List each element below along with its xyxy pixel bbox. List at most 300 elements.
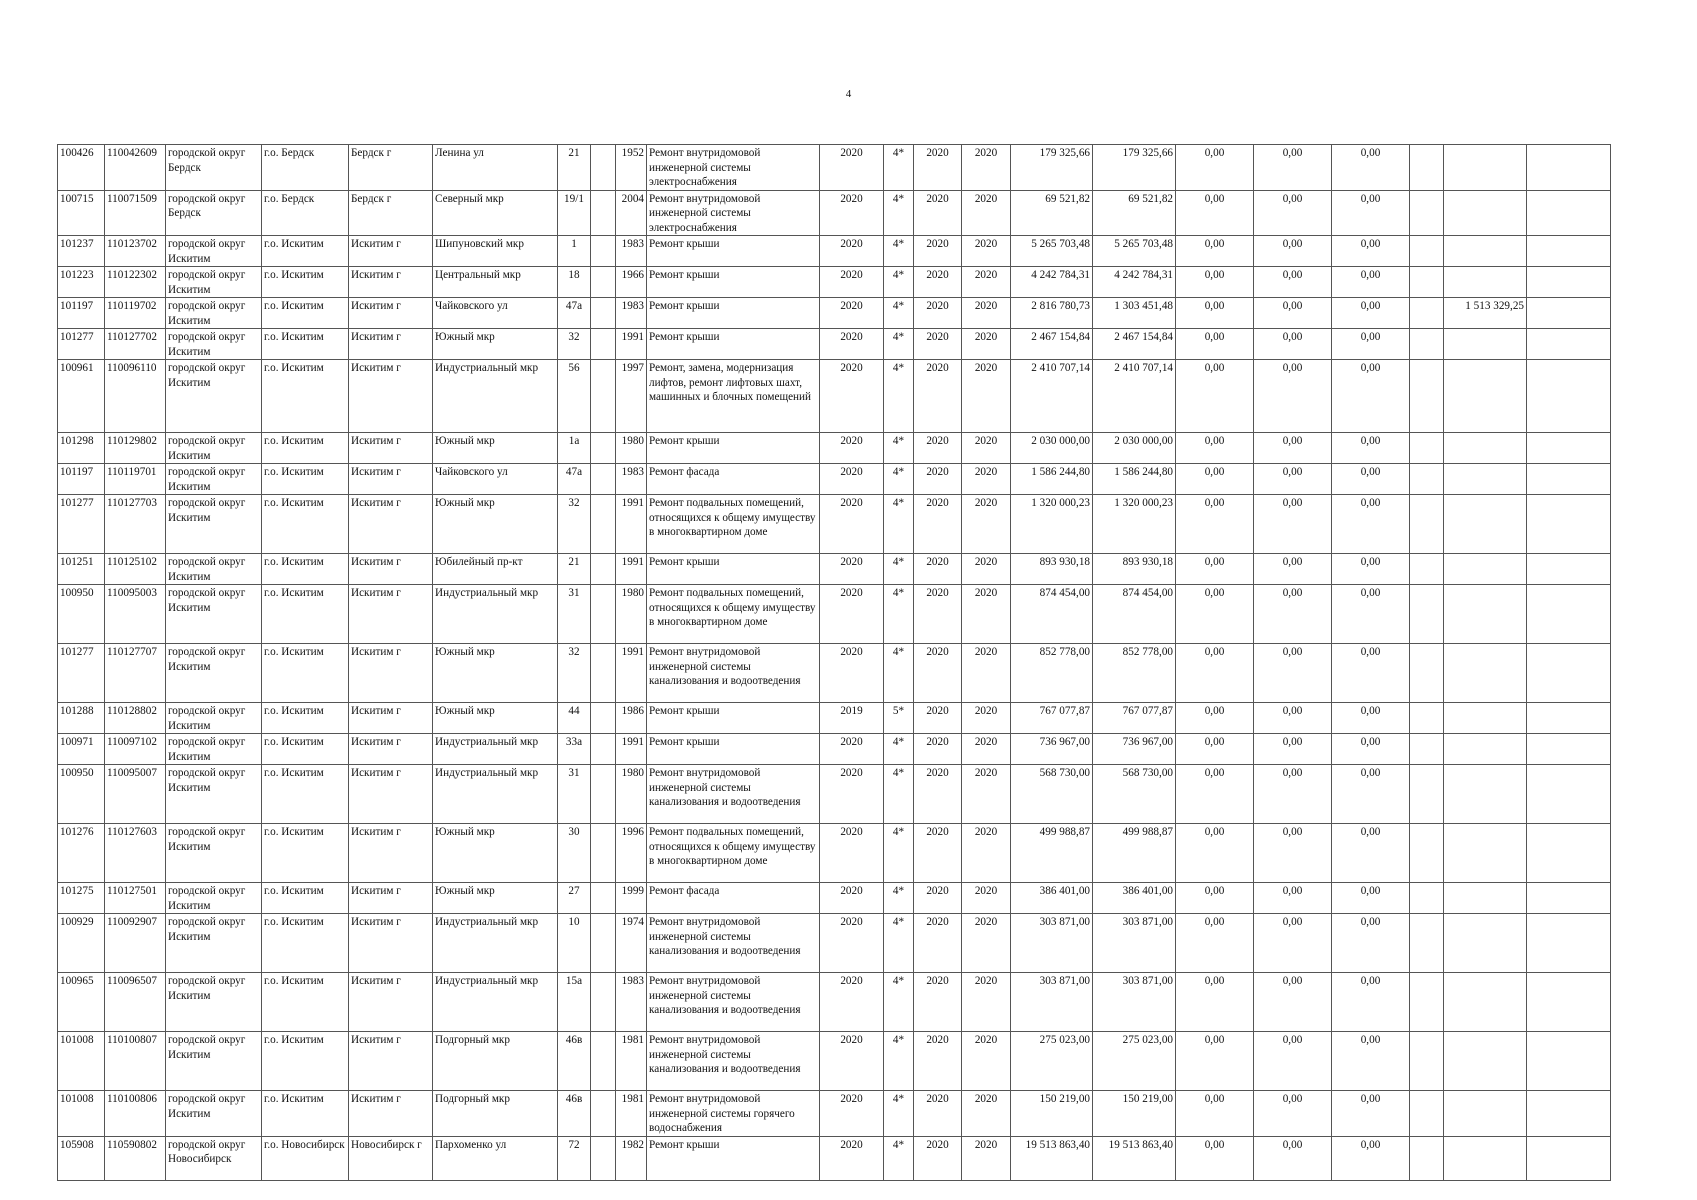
cell-municipality: городской округ Искитим [166,973,262,1032]
cell-start-year: 2020 [914,236,962,267]
cell-district: г.о. Искитим [262,267,349,298]
cell-end-year: 2020 [962,298,1011,329]
cell-settlement: Искитим г [349,554,433,585]
cell-id: 101008 [58,1032,105,1091]
cell-note [1527,145,1611,191]
cell-extra [1410,765,1444,824]
cell-municipality: городской округ Искитим [166,703,262,734]
cell-note [1527,236,1611,267]
cell-extra [1410,644,1444,703]
cell-year-built: 1982 [616,1136,647,1180]
table-row [58,973,1611,1032]
cell-budget-federal: 0,00 [1176,734,1254,765]
table-row [58,1032,1611,1091]
cell-start-year: 2020 [914,1091,962,1137]
cell-street: Чайковского ул [433,298,558,329]
cell-work-type: Ремонт внутридомовой инженерной системы канализования и водоотведения [647,914,820,973]
cell-note [1527,298,1611,329]
cell-budget-local: 0,00 [1332,703,1410,734]
cell-start-year: 2020 [914,1032,962,1091]
cell-id: 101251 [58,554,105,585]
cell-house: 33а [558,734,591,765]
cell-budget-regional: 0,00 [1254,145,1332,191]
cell-year-built: 1983 [616,236,647,267]
cell-note [1527,1091,1611,1137]
table-row [58,554,1611,585]
cell-work-type: Ремонт внутридомовой инженерной системы канализования и водоотведения [647,644,820,703]
cell-fund-cost: 2 410 707,14 [1093,360,1176,433]
cell-total-cost: 852 778,00 [1011,644,1093,703]
cell-settlement: Новосибирск г [349,1136,433,1180]
cell-start-year: 2020 [914,495,962,554]
cell-district: г.о. Искитим [262,883,349,914]
cell-settlement: Искитим г [349,734,433,765]
cell-corp [591,360,616,433]
cell-year-built: 1983 [616,973,647,1032]
cell-extra [1410,973,1444,1032]
cell-start-year: 2020 [914,554,962,585]
cell-priority: 4* [884,1032,914,1091]
cell-budget-federal: 0,00 [1176,495,1254,554]
cell-budget-federal: 0,00 [1176,973,1254,1032]
cell-note [1527,644,1611,703]
cell-work-type: Ремонт крыши [647,554,820,585]
cell-house: 15а [558,973,591,1032]
cell-work-type: Ремонт внутридомовой инженерной системы канализования и водоотведения [647,1032,820,1091]
cell-budget-local: 0,00 [1332,145,1410,191]
cell-total-cost: 2 030 000,00 [1011,433,1093,464]
cell-budget-local: 0,00 [1332,973,1410,1032]
cell-code: 110100807 [105,1032,166,1091]
cell-start-year: 2020 [914,298,962,329]
cell-end-year: 2020 [962,190,1011,236]
cell-budget-federal: 0,00 [1176,145,1254,191]
cell-settlement: Искитим г [349,1032,433,1091]
cell-corp [591,298,616,329]
cell-owner-funds: 1 513 329,25 [1444,298,1527,329]
cell-fund-cost: 69 521,82 [1093,190,1176,236]
cell-end-year: 2020 [962,585,1011,644]
cell-budget-regional: 0,00 [1254,1136,1332,1180]
cell-extra [1410,329,1444,360]
table-row [58,464,1611,495]
cell-street: Чайковского ул [433,464,558,495]
cell-year-built: 1983 [616,298,647,329]
cell-start-year: 2020 [914,267,962,298]
cell-owner-funds [1444,914,1527,973]
cell-municipality: городской округ Искитим [166,914,262,973]
cell-district: г.о. Искитим [262,495,349,554]
cell-note [1527,1136,1611,1180]
cell-start-year: 2020 [914,360,962,433]
cell-start-year: 2020 [914,734,962,765]
cell-plan-year: 2020 [820,734,884,765]
cell-street: Индустриальный мкр [433,973,558,1032]
cell-code: 110123702 [105,236,166,267]
cell-budget-regional: 0,00 [1254,1032,1332,1091]
cell-street: Южный мкр [433,883,558,914]
cell-street: Индустриальный мкр [433,360,558,433]
cell-house: 32 [558,329,591,360]
cell-start-year: 2020 [914,824,962,883]
cell-district: г.о. Искитим [262,824,349,883]
cell-owner-funds [1444,883,1527,914]
table-row [58,703,1611,734]
cell-year-built: 1999 [616,883,647,914]
cell-note [1527,1032,1611,1091]
cell-district: г.о. Искитим [262,464,349,495]
table-row [58,495,1611,554]
cell-corp [591,464,616,495]
table-row [58,190,1611,236]
cell-settlement: Искитим г [349,1091,433,1137]
cell-budget-local: 0,00 [1332,734,1410,765]
cell-start-year: 2020 [914,433,962,464]
cell-plan-year: 2020 [820,1091,884,1137]
cell-note [1527,914,1611,973]
cell-house: 56 [558,360,591,433]
cell-id: 101223 [58,267,105,298]
cell-district: г.о. Искитим [262,644,349,703]
cell-budget-regional: 0,00 [1254,433,1332,464]
cell-extra [1410,1136,1444,1180]
cell-district: г.о. Искитим [262,1091,349,1137]
cell-house: 32 [558,495,591,554]
cell-year-built: 1980 [616,585,647,644]
cell-note [1527,464,1611,495]
cell-district: г.о. Искитим [262,433,349,464]
cell-municipality: городской округ Бердск [166,190,262,236]
cell-settlement: Искитим г [349,433,433,464]
cell-work-type: Ремонт внутридомовой инженерной системы горячего водоснабжения [647,1091,820,1137]
cell-id: 101277 [58,495,105,554]
cell-fund-cost: 1 586 244,80 [1093,464,1176,495]
cell-district: г.о. Искитим [262,554,349,585]
cell-work-type: Ремонт фасада [647,464,820,495]
cell-district: г.о. Искитим [262,765,349,824]
cell-total-cost: 1 586 244,80 [1011,464,1093,495]
cell-settlement: Искитим г [349,824,433,883]
cell-extra [1410,298,1444,329]
cell-fund-cost: 874 454,00 [1093,585,1176,644]
cell-note [1527,973,1611,1032]
cell-owner-funds [1444,973,1527,1032]
cell-note [1527,267,1611,298]
cell-end-year: 2020 [962,734,1011,765]
cell-house: 32 [558,644,591,703]
cell-code: 110095003 [105,585,166,644]
cell-end-year: 2020 [962,554,1011,585]
cell-budget-local: 0,00 [1332,914,1410,973]
cell-year-built: 2004 [616,190,647,236]
cell-fund-cost: 179 325,66 [1093,145,1176,191]
cell-municipality: городской округ Искитим [166,329,262,360]
cell-street: Индустриальный мкр [433,734,558,765]
cell-district: г.о. Искитим [262,329,349,360]
cell-plan-year: 2020 [820,644,884,703]
cell-owner-funds [1444,703,1527,734]
cell-priority: 4* [884,883,914,914]
cell-municipality: городской округ Искитим [166,236,262,267]
cell-settlement: Искитим г [349,298,433,329]
cell-year-built: 1983 [616,464,647,495]
cell-budget-regional: 0,00 [1254,734,1332,765]
cell-corp [591,329,616,360]
cell-budget-federal: 0,00 [1176,1136,1254,1180]
cell-budget-regional: 0,00 [1254,703,1332,734]
cell-plan-year: 2020 [820,190,884,236]
cell-total-cost: 4 242 784,31 [1011,267,1093,298]
cell-note [1527,554,1611,585]
cell-street: Южный мкр [433,495,558,554]
cell-budget-local: 0,00 [1332,1136,1410,1180]
cell-house: 44 [558,703,591,734]
cell-priority: 4* [884,1136,914,1180]
cell-total-cost: 736 967,00 [1011,734,1093,765]
cell-priority: 4* [884,190,914,236]
cell-plan-year: 2020 [820,1032,884,1091]
cell-street: Южный мкр [433,824,558,883]
cell-total-cost: 19 513 863,40 [1011,1136,1093,1180]
cell-year-built: 1986 [616,703,647,734]
cell-budget-local: 0,00 [1332,329,1410,360]
cell-code: 110096507 [105,973,166,1032]
cell-code: 110125102 [105,554,166,585]
cell-settlement: Искитим г [349,644,433,703]
cell-budget-federal: 0,00 [1176,298,1254,329]
table-row [58,734,1611,765]
cell-note [1527,433,1611,464]
cell-owner-funds [1444,236,1527,267]
cell-street: Южный мкр [433,703,558,734]
cell-fund-cost: 852 778,00 [1093,644,1176,703]
cell-id: 100426 [58,145,105,191]
cell-municipality: городской округ Бердск [166,145,262,191]
cell-work-type: Ремонт подвальных помещений, относящихся к общему имуществу в многоквартирном доме [647,824,820,883]
cell-settlement: Искитим г [349,464,433,495]
cell-budget-regional: 0,00 [1254,585,1332,644]
cell-start-year: 2020 [914,765,962,824]
cell-fund-cost: 2 467 154,84 [1093,329,1176,360]
cell-street: Юбилейный пр-кт [433,554,558,585]
cell-extra [1410,360,1444,433]
cell-end-year: 2020 [962,703,1011,734]
repair-schedule-table [57,144,1611,1181]
cell-work-type: Ремонт крыши [647,236,820,267]
cell-budget-regional: 0,00 [1254,464,1332,495]
cell-extra [1410,883,1444,914]
cell-id: 101197 [58,464,105,495]
cell-owner-funds [1444,329,1527,360]
cell-id: 101275 [58,883,105,914]
cell-district: г.о. Искитим [262,1032,349,1091]
cell-end-year: 2020 [962,765,1011,824]
cell-budget-local: 0,00 [1332,433,1410,464]
cell-fund-cost: 736 967,00 [1093,734,1176,765]
cell-house: 10 [558,914,591,973]
cell-settlement: Искитим г [349,495,433,554]
cell-start-year: 2020 [914,883,962,914]
cell-budget-local: 0,00 [1332,236,1410,267]
cell-extra [1410,267,1444,298]
cell-municipality: городской округ Искитим [166,1032,262,1091]
cell-id: 105908 [58,1136,105,1180]
cell-year-built: 1991 [616,734,647,765]
cell-settlement: Искитим г [349,236,433,267]
cell-id: 101288 [58,703,105,734]
cell-extra [1410,145,1444,191]
cell-budget-federal: 0,00 [1176,329,1254,360]
cell-end-year: 2020 [962,1091,1011,1137]
cell-municipality: городской округ Искитим [166,433,262,464]
cell-plan-year: 2020 [820,360,884,433]
cell-fund-cost: 1 303 451,48 [1093,298,1176,329]
cell-priority: 4* [884,236,914,267]
cell-end-year: 2020 [962,329,1011,360]
cell-priority: 4* [884,734,914,765]
cell-total-cost: 69 521,82 [1011,190,1093,236]
cell-settlement: Искитим г [349,914,433,973]
cell-code: 110122302 [105,267,166,298]
cell-year-built: 1997 [616,360,647,433]
table-row [58,585,1611,644]
cell-priority: 4* [884,145,914,191]
cell-id: 100950 [58,765,105,824]
cell-note [1527,703,1611,734]
cell-code: 110128802 [105,703,166,734]
cell-owner-funds [1444,554,1527,585]
cell-plan-year: 2020 [820,914,884,973]
cell-plan-year: 2020 [820,883,884,914]
cell-extra [1410,703,1444,734]
cell-id: 101237 [58,236,105,267]
table-row [58,267,1611,298]
cell-year-built: 1952 [616,145,647,191]
table-row [58,765,1611,824]
cell-house: 31 [558,585,591,644]
cell-district: г.о. Искитим [262,298,349,329]
cell-budget-local: 0,00 [1332,554,1410,585]
cell-year-built: 1980 [616,433,647,464]
cell-budget-local: 0,00 [1332,644,1410,703]
cell-end-year: 2020 [962,236,1011,267]
cell-budget-regional: 0,00 [1254,765,1332,824]
cell-id: 100961 [58,360,105,433]
cell-municipality: городской округ Искитим [166,1091,262,1137]
cell-municipality: городской округ Искитим [166,734,262,765]
cell-budget-regional: 0,00 [1254,360,1332,433]
cell-total-cost: 150 219,00 [1011,1091,1093,1137]
cell-budget-local: 0,00 [1332,883,1410,914]
cell-corp [591,267,616,298]
cell-plan-year: 2020 [820,329,884,360]
cell-priority: 5* [884,703,914,734]
cell-note [1527,360,1611,433]
table-row [58,433,1611,464]
cell-code: 110127703 [105,495,166,554]
cell-municipality: городской округ Искитим [166,765,262,824]
cell-owner-funds [1444,1032,1527,1091]
cell-extra [1410,236,1444,267]
cell-municipality: городской округ Искитим [166,824,262,883]
cell-district: г.о. Искитим [262,734,349,765]
cell-work-type: Ремонт крыши [647,267,820,298]
cell-fund-cost: 275 023,00 [1093,1032,1176,1091]
cell-work-type: Ремонт внутридомовой инженерной системы электроснабжения [647,145,820,191]
cell-plan-year: 2020 [820,585,884,644]
cell-code: 110127707 [105,644,166,703]
cell-end-year: 2020 [962,267,1011,298]
cell-owner-funds [1444,1091,1527,1137]
cell-street: Подгорный мкр [433,1091,558,1137]
cell-work-type: Ремонт внутридомовой инженерной системы канализования и водоотведения [647,973,820,1032]
cell-code: 110119702 [105,298,166,329]
cell-district: г.о. Искитим [262,360,349,433]
cell-total-cost: 499 988,87 [1011,824,1093,883]
cell-budget-local: 0,00 [1332,585,1410,644]
cell-owner-funds [1444,433,1527,464]
cell-plan-year: 2020 [820,824,884,883]
cell-work-type: Ремонт подвальных помещений, относящихся к общему имуществу в многоквартирном доме [647,495,820,554]
cell-owner-funds [1444,1136,1527,1180]
cell-plan-year: 2020 [820,495,884,554]
cell-owner-funds [1444,734,1527,765]
cell-year-built: 1991 [616,495,647,554]
cell-settlement: Искитим г [349,329,433,360]
cell-street: Индустриальный мкр [433,765,558,824]
cell-fund-cost: 4 242 784,31 [1093,267,1176,298]
table-row [58,360,1611,433]
cell-owner-funds [1444,190,1527,236]
cell-corp [591,236,616,267]
table-row [58,824,1611,883]
cell-code: 110119701 [105,464,166,495]
cell-year-built: 1991 [616,554,647,585]
cell-settlement: Искитим г [349,883,433,914]
cell-budget-local: 0,00 [1332,267,1410,298]
cell-code: 110097102 [105,734,166,765]
cell-priority: 4* [884,267,914,298]
table-row [58,883,1611,914]
cell-district: г.о. Новосибирск [262,1136,349,1180]
cell-settlement: Искитим г [349,585,433,644]
cell-budget-federal: 0,00 [1176,433,1254,464]
cell-corp [591,1136,616,1180]
cell-work-type: Ремонт подвальных помещений, относящихся к общему имуществу в многоквартирном доме [647,585,820,644]
cell-budget-local: 0,00 [1332,360,1410,433]
cell-house: 21 [558,145,591,191]
cell-id: 101277 [58,644,105,703]
cell-fund-cost: 568 730,00 [1093,765,1176,824]
cell-total-cost: 568 730,00 [1011,765,1093,824]
cell-budget-regional: 0,00 [1254,824,1332,883]
cell-street: Южный мкр [433,433,558,464]
cell-corp [591,554,616,585]
cell-code: 110590802 [105,1136,166,1180]
table-row [58,145,1611,191]
cell-start-year: 2020 [914,329,962,360]
cell-priority: 4* [884,360,914,433]
cell-district: г.о. Искитим [262,236,349,267]
cell-settlement: Искитим г [349,703,433,734]
cell-settlement: Бердск г [349,145,433,191]
cell-note [1527,824,1611,883]
cell-house: 46в [558,1091,591,1137]
cell-year-built: 1996 [616,824,647,883]
cell-note [1527,734,1611,765]
cell-municipality: городской округ Искитим [166,267,262,298]
cell-budget-local: 0,00 [1332,495,1410,554]
